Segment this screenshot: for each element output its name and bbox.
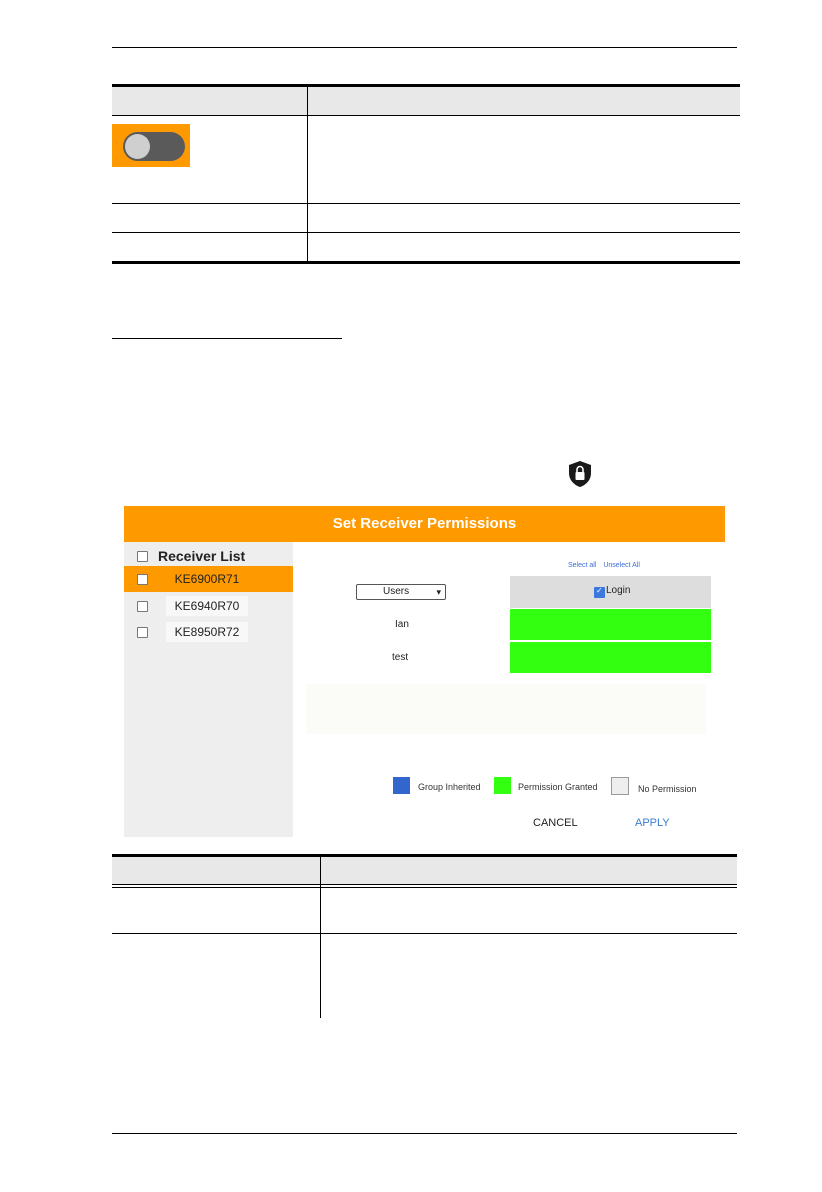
permission-header-label: Login bbox=[606, 585, 631, 596]
legend-granted-swatch bbox=[494, 777, 511, 794]
table1-row-rule bbox=[112, 203, 740, 204]
login-permission-checkbox[interactable] bbox=[594, 587, 605, 598]
select-all-link[interactable]: Select all bbox=[568, 562, 597, 569]
table2-header-row bbox=[112, 857, 737, 884]
page-footer-rule bbox=[112, 1133, 737, 1134]
select-all-receivers-checkbox[interactable] bbox=[137, 551, 148, 562]
user-name: test bbox=[392, 652, 409, 663]
receiver-list-title: Receiver List bbox=[158, 548, 246, 564]
group-select-value: Users bbox=[383, 586, 410, 597]
dialog-title: Set Receiver Permissions bbox=[124, 506, 725, 542]
table2-column-divider bbox=[320, 857, 321, 1018]
legend-none-label: No Permission bbox=[638, 784, 697, 794]
table1-row-rule bbox=[112, 232, 740, 233]
receiver-row[interactable] bbox=[124, 619, 293, 645]
table2-row-rule bbox=[112, 933, 737, 934]
table2-header-rule bbox=[112, 884, 737, 885]
permission-cell[interactable] bbox=[510, 609, 711, 640]
receiver-name: KE8950R72 bbox=[166, 622, 248, 642]
user-name: Ian bbox=[395, 619, 409, 630]
receiver-row[interactable] bbox=[124, 593, 293, 619]
table1-header-rule bbox=[112, 115, 740, 116]
receiver-checkbox[interactable] bbox=[137, 627, 148, 638]
selection-links bbox=[568, 562, 645, 569]
chevron-down-icon: ▾ bbox=[436, 587, 441, 597]
table2-header-rule bbox=[112, 887, 737, 888]
legend-granted-label: Permission Granted bbox=[518, 782, 598, 792]
receiver-checkbox[interactable] bbox=[137, 601, 148, 612]
table1-column-divider bbox=[307, 87, 308, 262]
legend-inherited-swatch bbox=[393, 777, 410, 794]
group-select[interactable] bbox=[356, 584, 446, 600]
lock-shield-icon bbox=[567, 460, 593, 488]
set-receiver-permissions-dialog bbox=[124, 506, 725, 837]
apply-button[interactable]: APPLY bbox=[635, 817, 670, 829]
legend-none-swatch bbox=[611, 777, 629, 795]
toggle-switch-icon bbox=[112, 124, 190, 167]
cancel-button[interactable]: CANCEL bbox=[533, 817, 578, 829]
unselect-all-link[interactable]: Unselect All bbox=[603, 562, 640, 569]
permission-column-header bbox=[510, 576, 711, 608]
table1-header-row bbox=[112, 87, 740, 115]
page-header-rule bbox=[112, 47, 737, 48]
toggle-track bbox=[123, 132, 185, 161]
receiver-row[interactable] bbox=[124, 566, 293, 592]
legend-inherited-label: Group Inherited bbox=[418, 782, 481, 792]
receiver-name: KE6940R70 bbox=[166, 596, 248, 616]
receiver-name: KE6900R71 bbox=[174, 572, 240, 586]
table1-bottom-rule bbox=[112, 261, 740, 264]
toggle-knob bbox=[125, 134, 150, 159]
receiver-list-sidebar bbox=[124, 542, 293, 837]
section-heading-underline bbox=[112, 338, 342, 339]
receiver-checkbox[interactable] bbox=[137, 574, 148, 585]
permission-cell[interactable] bbox=[510, 642, 711, 673]
permissions-empty-area bbox=[306, 684, 706, 734]
